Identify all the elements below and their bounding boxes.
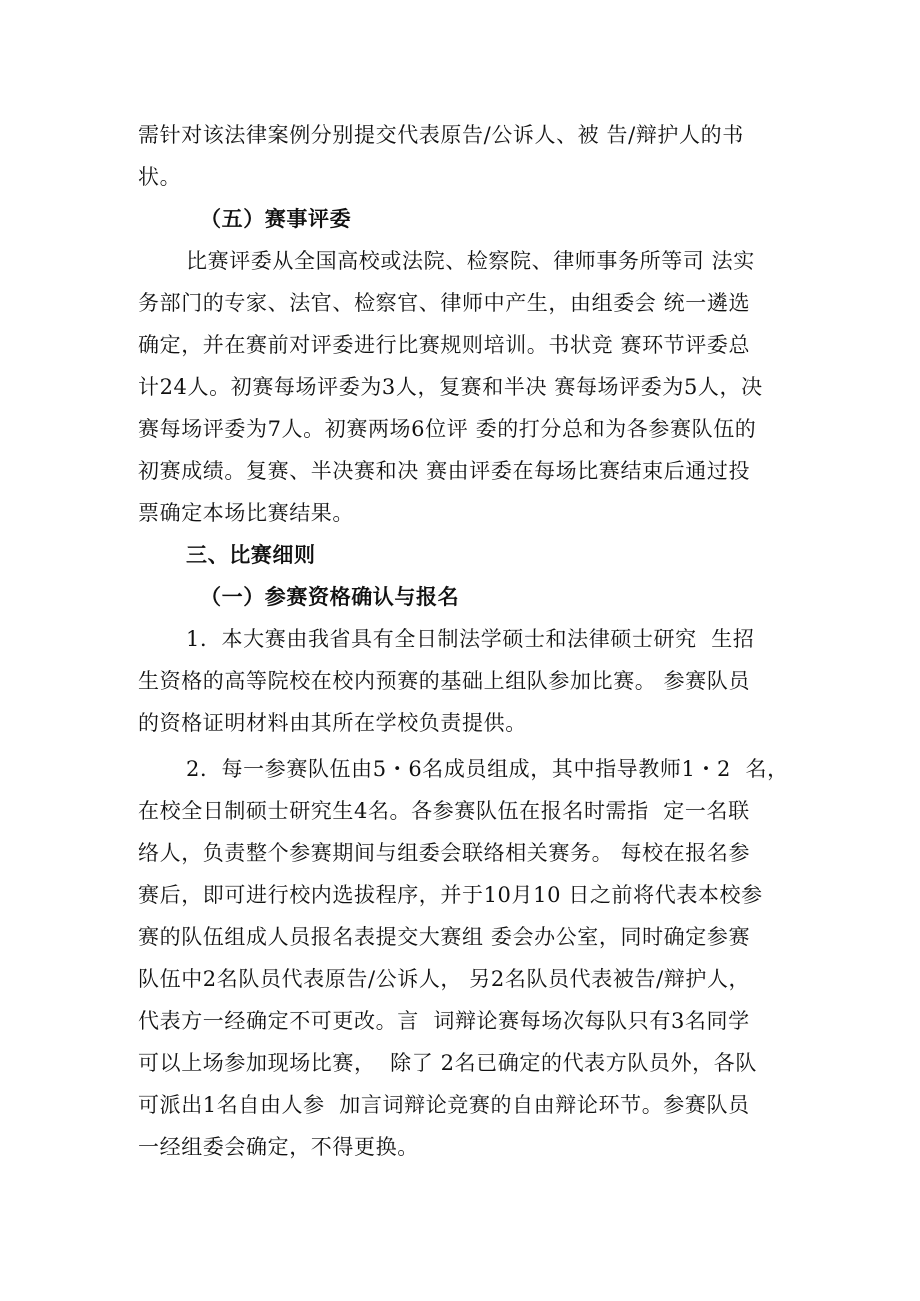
body-text-line: 状。 [138, 165, 182, 189]
body-text-line: 赛每场评委为7人。初赛两场6位评 委的打分总和为各参赛队伍的 [138, 417, 757, 441]
body-text-line: 票确定本场比赛结果。 [138, 501, 354, 525]
body-text-line: 生资格的高等院校在校内预赛的基础上组队参加比赛。 参赛队员 [138, 669, 751, 693]
body-text-line: 计24人。初赛每场评委为3人，复赛和半决 赛每场评委为5人，决 [138, 375, 763, 399]
body-text-line: 队伍中2名队员代表原告/公诉人， 另2名队员代表被告/辩护人， [138, 967, 751, 991]
body-text-line: 务部门的专家、法官、检察官、律师中产生，由组委会 统一遴选 [138, 291, 751, 315]
body-text-line: 的资格证明材料由其所在学校负责提供。 [138, 711, 527, 735]
section-heading-judges: （五）赛事评委 [200, 206, 352, 231]
body-text-line: 可派出1名自由人参 加言词辩论竞赛的自由辩论环节。参赛队员 [138, 1093, 750, 1117]
body-text-line: 在校全日制硕士研究生4名。各参赛队伍在报名时需指 定一名联 [138, 799, 750, 823]
body-text-line: 1．本大赛由我省具有全日制法学硕士和法律硕士研究 生招 [186, 627, 755, 651]
body-text-line: 可以上场参加现场比赛， 除了 2名已确定的代表方队员外，各队 [138, 1051, 757, 1075]
body-text-line: 需针对该法律案例分别提交代表原告/公诉人、被 告/辩护人的书 [138, 123, 744, 147]
body-text-line: 比赛评委从全国高校或法院、检察院、律师事务所等司 法实 [186, 249, 755, 273]
body-text-line: 确定，并在赛前对评委进行比赛规则培训。书状竞 赛环节评委总 [138, 333, 751, 357]
section-heading-eligibility: （一）参赛资格确认与报名 [200, 584, 460, 609]
chapter-heading-rules: 三、比赛细则 [186, 542, 316, 567]
body-text-line: 初赛成绩。复赛、半决赛和决 赛由评委在每场比赛结束后通过投 [138, 459, 751, 483]
body-text-line: 2．每一参赛队伍由5・6名成员组成，其中指导教师1・2 名， [186, 757, 789, 781]
body-text-line: 一经组委会确定，不得更换。 [138, 1135, 419, 1159]
body-text-line: 赛后，即可进行校内选拔程序，并于10月10 日之前将代表本校参 [138, 883, 763, 907]
body-text-line: 络人，负责整个参赛期间与组委会联络相关赛务。 每校在报名参 [138, 841, 751, 865]
body-text-line: 赛的队伍组成人员报名表提交大赛组 委会办公室，同时确定参赛 [138, 925, 751, 949]
body-text-line: 代表方一经确定不可更改。言 词辩论赛每场次每队只有3名同学 [138, 1009, 750, 1033]
